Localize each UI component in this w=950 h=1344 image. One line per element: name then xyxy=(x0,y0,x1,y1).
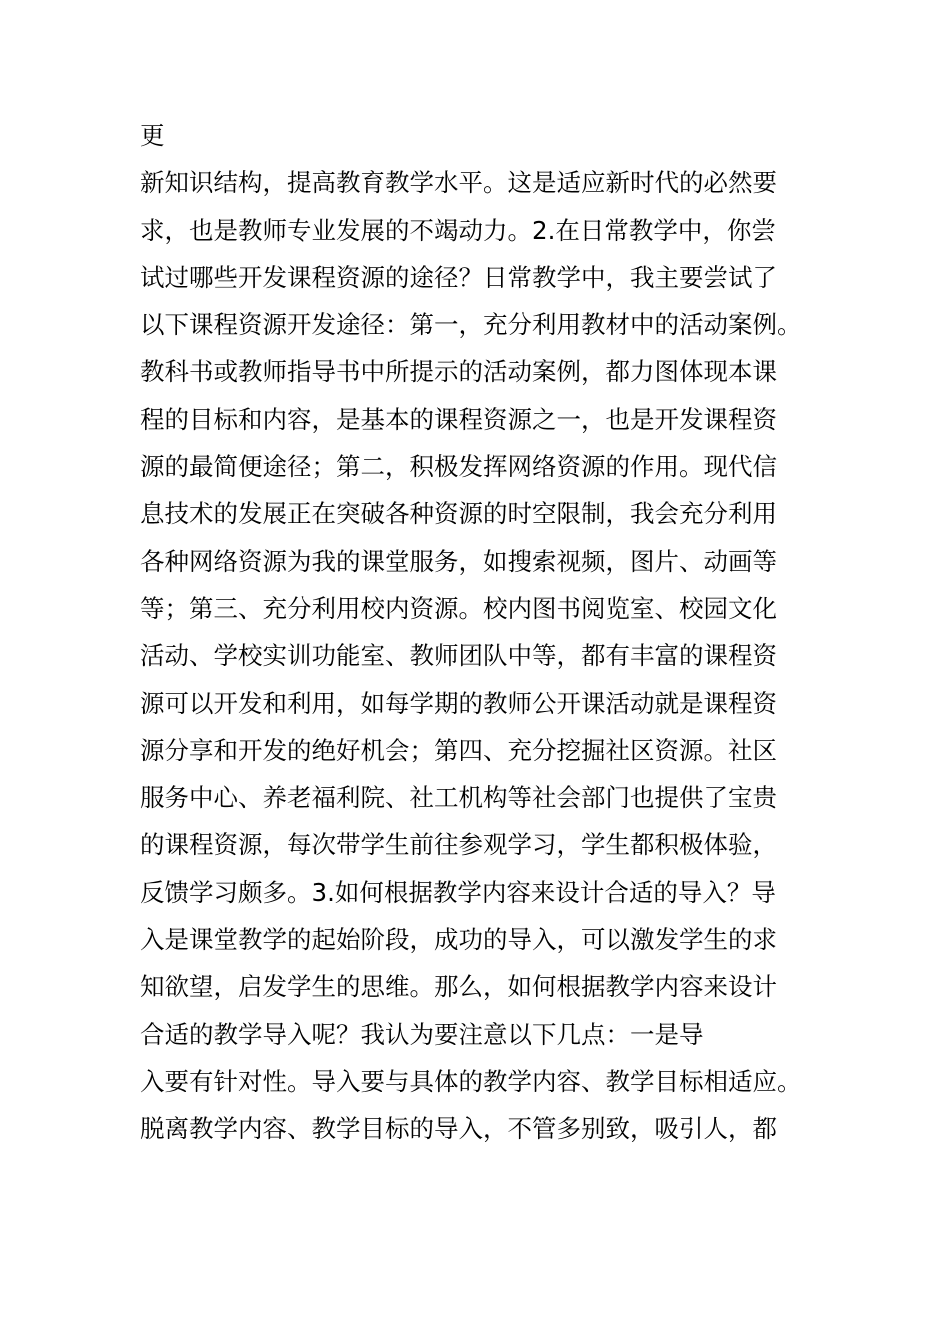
text-line: 源可以开发和利用，如每学期的教师公开课活动就是课程资 xyxy=(140,688,777,718)
text-line: 求，也是教师专业发展的不竭动力。2.在日常教学中，你尝 xyxy=(140,215,776,245)
text-line: 活动、学校实训功能室、教师团队中等，都有丰富的课程资 xyxy=(140,641,777,671)
text-line: 的课程资源，每次带学生前往参观学习，学生都积极体验， xyxy=(140,830,777,860)
text-line: 以下课程资源开发途径：第一，充分利用教材中的活动案例。 xyxy=(140,310,802,340)
text-line: 教科书或教师指导书中所提示的活动案例，都力图体现本课 xyxy=(140,357,777,387)
text-line: 服务中心、养老福利院、社工机构等社会部门也提供了宝贵 xyxy=(140,783,777,813)
text-line: 新知识结构，提高教育教学水平。这是适应新时代的必然要 xyxy=(140,168,777,198)
text-line: 反馈学习颇多。3.如何根据教学内容来设计合适的导入？导 xyxy=(140,877,776,907)
text-line: 等；第三、充分利用校内资源。校内图书阅览室、校园文化 xyxy=(140,593,777,623)
text-line: 息技术的发展正在突破各种资源的时空限制，我会充分利用 xyxy=(140,499,777,529)
text-line: 试过哪些开发课程资源的途径？日常教学中，我主要尝试了 xyxy=(140,262,777,292)
text-line: 入是课堂教学的起始阶段，成功的导入，可以激发学生的求 xyxy=(140,925,777,955)
body-text xyxy=(140,112,830,1153)
text-line: 源的最简便途径；第二，积极发挥网络资源的作用。现代信 xyxy=(140,452,777,482)
text-line: 知欲望，启发学生的思维。那么，如何根据教学内容来设计 xyxy=(140,972,777,1002)
text-line: 各种网络资源为我的课堂服务，如搜索视频，图片、动画等 xyxy=(140,546,777,576)
text-line: 源分享和开发的绝好机会；第四、充分挖掘社区资源。社区 xyxy=(140,735,777,765)
text-line: 程的目标和内容，是基本的课程资源之一，也是开发课程资 xyxy=(140,404,777,434)
text-line: 更 xyxy=(140,121,165,150)
text-line: 入要有针对性。导入要与具体的教学内容、教学目标相适应。 xyxy=(140,1066,802,1096)
text-line: 脱离教学内容、教学目标的导入，不管多别致，吸引人，都 xyxy=(140,1114,777,1144)
text-line: 合适的教学导入呢？我认为要注意以下几点：一是导 xyxy=(140,1019,704,1049)
